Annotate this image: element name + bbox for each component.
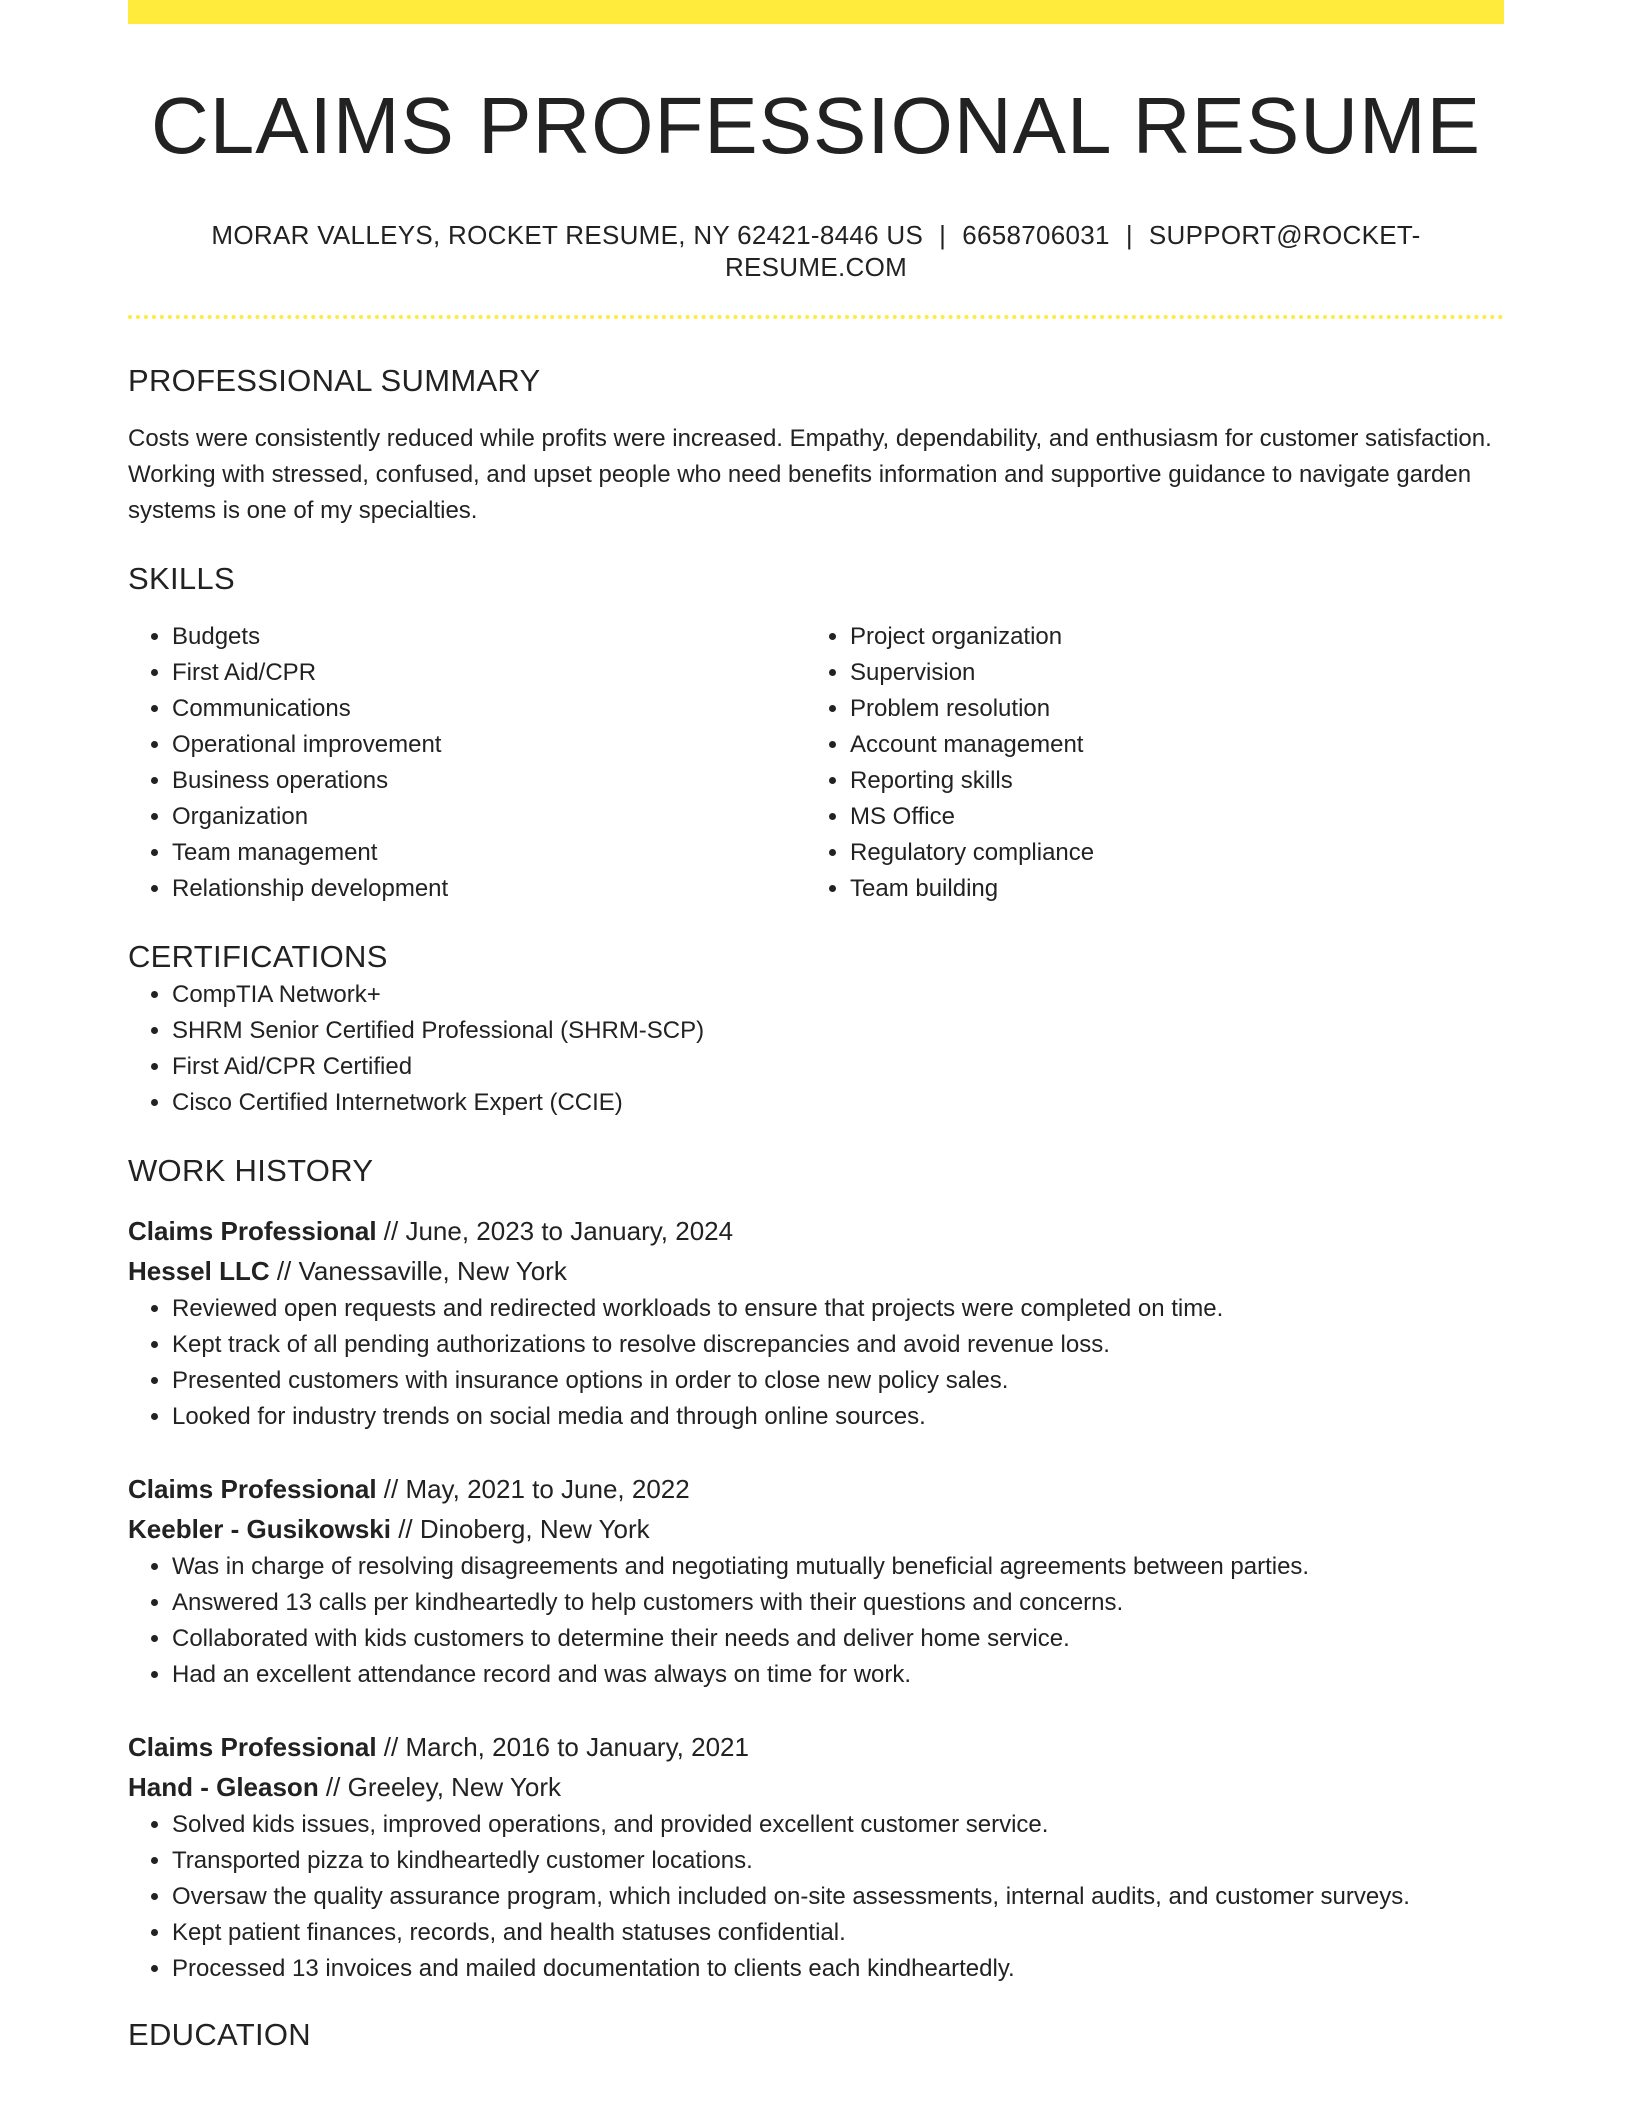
certification-item: • First Aid/CPR Certified [172,1049,1504,1085]
job-dates: // June, 2023 to January, 2024 [376,1216,734,1246]
job-bullet: • Reviewed open requests and redirected workloads to ensure that projects were completed on time. [172,1291,1504,1327]
contact-separator: | [1125,220,1133,250]
skill-item: • Business operations [172,763,806,799]
skill-item: • Reporting skills [850,763,1484,799]
skill-item: • Operational improvement [172,727,806,763]
job-bullet: • Had an excellent attendance record and was always on time for work. [172,1657,1504,1693]
skill-item: • Organization [172,799,806,835]
skills-heading: SKILLS [128,561,235,596]
skill-item: • Account management [850,727,1484,763]
job-entry [128,1469,1504,1693]
job-bullet: • Kept patient finances, records, and health statuses confidential. [172,1915,1504,1951]
job-title: Claims Professional [128,1216,377,1246]
contact-address: MORAR VALLEYS, ROCKET RESUME, NY 62421-8446 US [211,220,924,250]
skill-item: • Problem resolution [850,691,1484,727]
job-bullet: • Processed 13 invoices and mailed documentation to clients each kindheartedly. [172,1951,1504,1987]
skill-item: • Project organization [850,619,1484,655]
resume-content [128,24,1504,2055]
job-bullet: • Kept track of all pending authorizations to resolve discrepancies and avoid revenue loss. [172,1327,1504,1363]
job-entry [128,1727,1504,1987]
job-bullet: • Oversaw the quality assurance program, which included on-site assessments, internal audits, and customer surveys. [172,1879,1504,1915]
job-title: Claims Professional [128,1732,377,1762]
skills-list-left [128,619,806,907]
contact-separator: | [939,220,947,250]
header-divider [128,315,1504,319]
job-bullet: • Was in charge of resolving disagreements and negotiating mutually beneficial agreements between parties. [172,1549,1504,1585]
summary-heading: PROFESSIONAL SUMMARY [128,363,541,398]
job-title-line [128,1211,1504,1251]
certification-item: • CompTIA Network+ [172,977,1504,1013]
contact-phone: 6658706031 [962,220,1110,250]
certification-item: • Cisco Certified Internetwork Expert (CCIE) [172,1085,1504,1121]
certification-item: • SHRM Senior Certified Professional (SHRM-SCP) [172,1013,1504,1049]
job-location: // Vanessaville, New York [269,1256,567,1286]
skills-grid [128,619,1504,907]
job-bullet: • Transported pizza to kindheartedly customer locations. [172,1843,1504,1879]
skills-column-left [128,619,806,907]
job-bullet: • Solved kids issues, improved operations, and provided excellent customer service. [172,1807,1504,1843]
job-bullet: • Presented customers with insurance options in order to close new policy sales. [172,1363,1504,1399]
job-bullet: • Collaborated with kids customers to determine their needs and deliver home service. [172,1621,1504,1657]
job-company-line [128,1509,1504,1549]
resume-title: CLAIMS PROFESSIONAL RESUME [151,81,1481,170]
skill-item: • MS Office [850,799,1484,835]
job-bullets [128,1807,1504,1987]
skill-item: • Budgets [172,619,806,655]
skill-item: • Communications [172,691,806,727]
job-title: Claims Professional [128,1474,377,1504]
job-dates: // May, 2021 to June, 2022 [376,1474,690,1504]
skill-item: • Relationship development [172,871,806,907]
summary-text: Costs were consistently reduced while profits were increased. Empathy, dependability, and enthusiasm for customer satisfaction. Working with stressed, confused, and upset people who need benefits information and supportive guidance to navigate garden systems is one of my specialties. [128,425,1492,524]
job-company-line [128,1767,1504,1807]
job-company: Hand - Gleason [128,1772,319,1802]
job-title-line [128,1469,1504,1509]
skill-item: • Team building [850,871,1484,907]
skill-item: • Supervision [850,655,1484,691]
job-entry [128,1211,1504,1435]
contact-email: SUPPORT@ROCKET-RESUME.COM [724,220,1421,282]
job-company: Hessel LLC [128,1256,270,1286]
job-title-line [128,1727,1504,1767]
skills-column-right [806,619,1484,907]
skill-item: • Team management [172,835,806,871]
job-bullet: • Answered 13 calls per kindheartedly to help customers with their questions and concerns. [172,1585,1504,1621]
contact-line [128,219,1504,283]
work-history-heading: WORK HISTORY [128,1153,374,1188]
job-bullets [128,1549,1504,1693]
skill-item: • Regulatory compliance [850,835,1484,871]
job-company: Keebler - Gusikowski [128,1514,391,1544]
job-company-line [128,1251,1504,1291]
skill-item: • First Aid/CPR [172,655,806,691]
job-bullets [128,1291,1504,1435]
top-accent-bar [128,0,1504,24]
job-location: // Dinoberg, New York [390,1514,650,1544]
job-location: // Greeley, New York [318,1772,561,1802]
job-bullet: • Looked for industry trends on social media and through online sources. [172,1399,1504,1435]
certifications-list [128,977,1504,1121]
education-heading: EDUCATION [128,2017,311,2052]
skills-list-right [806,619,1484,907]
certifications-heading: CERTIFICATIONS [128,939,388,974]
job-dates: // March, 2016 to January, 2021 [376,1732,749,1762]
